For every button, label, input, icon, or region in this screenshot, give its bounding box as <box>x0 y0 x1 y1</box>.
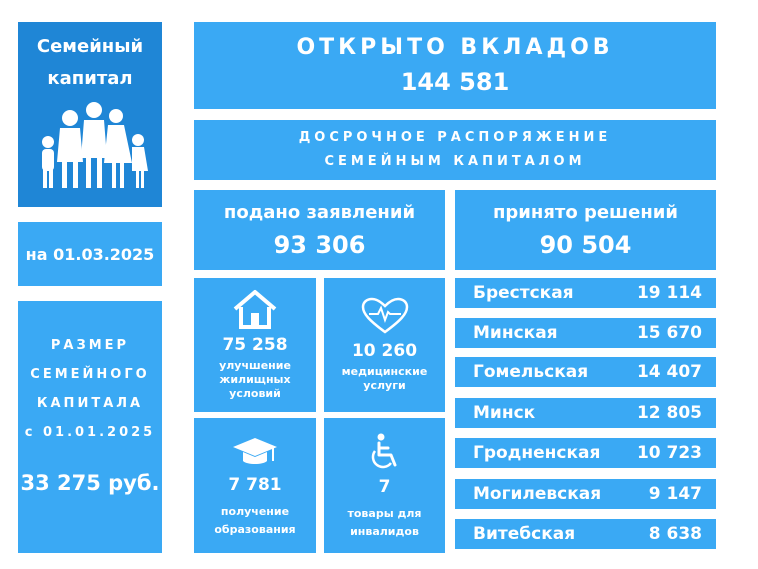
deposits-value: 144 581 <box>400 68 510 96</box>
deposits-panel <box>194 22 716 109</box>
education-caption <box>214 505 295 537</box>
education-tile <box>194 418 316 553</box>
medical-caption <box>342 365 428 393</box>
capital-line3: КАПИТАЛА <box>36 396 144 411</box>
region-row <box>455 398 716 428</box>
early-line2: СЕМЕЙНЫМ КАПИТАЛОМ <box>324 154 586 169</box>
medical-value: 10 260 <box>351 341 418 361</box>
region-name: Минская <box>473 323 558 343</box>
disabled-goods-caption <box>348 507 422 539</box>
region-value: 10 723 <box>636 443 702 463</box>
capital-amount: 33 275 руб. <box>20 471 160 495</box>
family-silhouette-icon <box>30 96 150 192</box>
region-row <box>455 519 716 549</box>
applications-value: 93 306 <box>273 230 366 259</box>
logo-title-line2: капитал <box>47 68 133 89</box>
medical-caption-line1: медицинские <box>341 365 428 378</box>
medical-tile <box>324 278 445 412</box>
medical-caption-line2: услуги <box>363 379 406 392</box>
date-panel <box>18 222 162 286</box>
region-row <box>455 479 716 509</box>
housing-caption <box>219 359 291 401</box>
region-row <box>455 357 716 387</box>
disabled-goods-value: 7 <box>378 476 391 497</box>
heart-pulse-icon <box>360 297 410 335</box>
region-row <box>455 438 716 468</box>
education-caption-line2: образования <box>214 522 296 536</box>
logo-title-line1: Семейный <box>36 36 144 57</box>
logo-panel <box>18 22 162 207</box>
disabled-goods-caption-line1: товары для <box>347 506 422 520</box>
region-value: 19 114 <box>636 283 702 303</box>
early-disposal-panel <box>194 120 716 180</box>
education-caption-line1: получение <box>220 504 290 518</box>
capital-line1: РАЗМЕР <box>50 338 130 353</box>
region-row <box>455 278 716 308</box>
housing-tile <box>194 278 316 412</box>
housing-caption-line3: условий <box>229 387 281 400</box>
date-label: на 01.03.2025 <box>25 244 155 264</box>
region-name: Витебская <box>473 524 576 544</box>
deposits-title: ОТКРЫТО ВКЛАДОВ <box>296 35 614 60</box>
region-value: 14 407 <box>636 362 702 382</box>
region-name: Гомельская <box>473 362 589 382</box>
decisions-label: принято решений <box>492 201 679 223</box>
housing-value: 75 258 <box>222 335 288 355</box>
wheelchair-icon <box>367 433 403 471</box>
education-value: 7 781 <box>228 474 282 495</box>
decisions-value: 90 504 <box>539 230 632 259</box>
capital-line2: СЕМЕЙНОГО <box>30 367 150 382</box>
region-value: 12 805 <box>636 403 702 423</box>
region-name: Минск <box>473 403 536 423</box>
applications-label: подано заявлений <box>223 201 416 223</box>
region-value: 9 147 <box>648 484 702 504</box>
region-value: 15 670 <box>636 323 702 343</box>
region-name: Брестская <box>473 283 574 303</box>
early-line1: ДОСРОЧНОЕ РАСПОРЯЖЕНИЕ <box>298 130 612 145</box>
housing-caption-line1: улучшение <box>219 359 291 372</box>
region-name: Могилевская <box>473 484 602 504</box>
capital-line4: с 01.01.2025 <box>24 425 156 440</box>
decisions-panel <box>455 190 716 270</box>
disabled-goods-tile <box>324 418 445 553</box>
region-value: 8 638 <box>648 524 702 544</box>
region-row <box>455 318 716 348</box>
capital-panel <box>18 301 162 553</box>
applications-panel <box>194 190 445 270</box>
graduation-cap-icon <box>231 435 279 469</box>
house-icon <box>231 289 279 329</box>
housing-caption-line2: жилищных <box>219 373 291 386</box>
disabled-goods-caption-line2: инвалидов <box>350 524 419 538</box>
region-name: Гродненская <box>473 443 601 463</box>
